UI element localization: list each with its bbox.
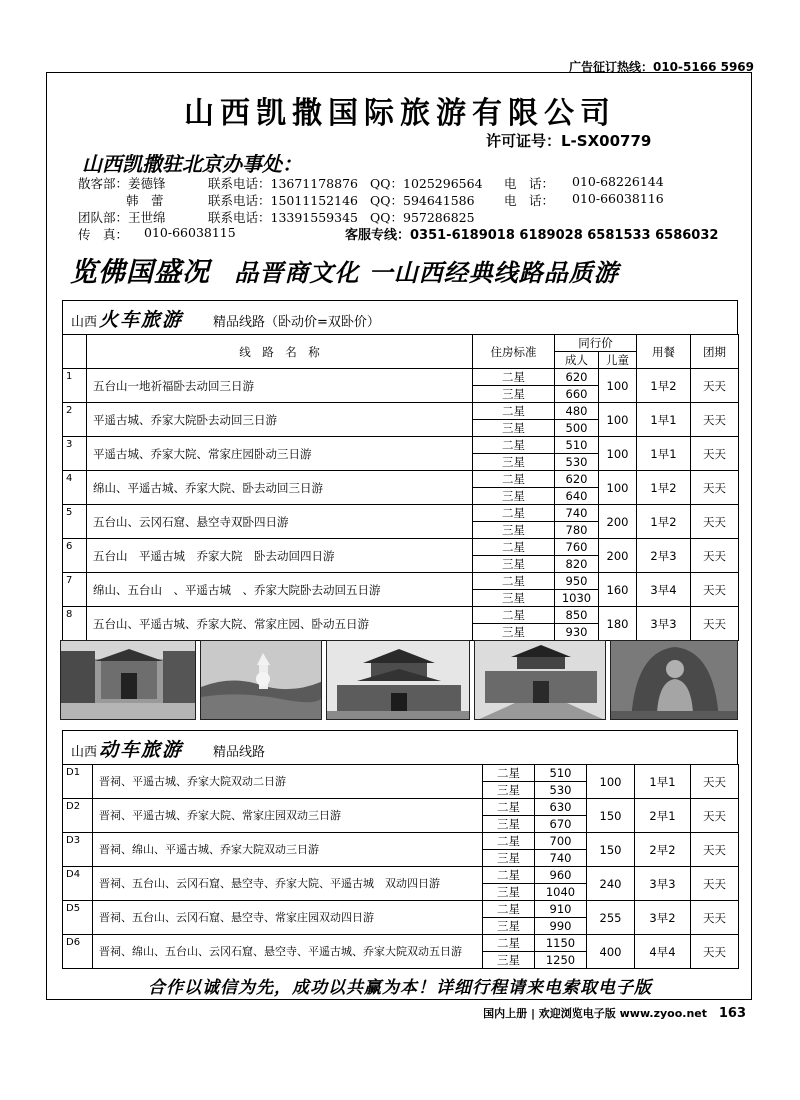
hotel-standard: 三星 <box>483 952 535 969</box>
schedule: 天天 <box>691 799 739 833</box>
schedule: 天天 <box>691 505 739 539</box>
emu-section-prefix: 山西 <box>71 745 98 760</box>
header-meals: 用餐 <box>637 335 691 369</box>
schedule: 天天 <box>691 437 739 471</box>
hotel-standard: 二星 <box>473 471 555 488</box>
route-name: 晋祠、绵山、五台山、云冈石窟、悬空寺、平遥古城、乔家大院双动五日游 <box>93 935 483 969</box>
child-price: 150 <box>587 799 635 833</box>
route-name: 晋祠、平遥古城、乔家大院、常家庄园双动三日游 <box>93 799 483 833</box>
hotel-standard: 二星 <box>483 935 535 952</box>
closing-slogan: 合作以诚信为先，成功以共赢为本！详细行程请来电索取电子版 <box>148 978 652 998</box>
child-price: 100 <box>599 369 637 403</box>
emu-section-title: 动车旅游 <box>99 739 184 761</box>
schedule: 天天 <box>691 867 739 901</box>
meals: 2早2 <box>635 833 691 867</box>
meals: 2早3 <box>637 539 691 573</box>
adult-price: 1040 <box>535 884 587 901</box>
child-price: 200 <box>599 539 637 573</box>
page-footer <box>483 1005 746 1021</box>
adult-price: 950 <box>555 573 599 590</box>
hotel-standard: 三星 <box>473 386 555 403</box>
hotel-standard: 三星 <box>483 816 535 833</box>
adult-price: 500 <box>555 420 599 437</box>
adult-price: 820 <box>555 556 599 573</box>
contact-dept-name: 韩 蕾 <box>126 193 164 208</box>
route-row <box>63 403 739 420</box>
route-number: D5 <box>63 901 93 935</box>
route-row <box>63 539 739 556</box>
route-row <box>63 765 739 782</box>
hotel-standard: 三星 <box>473 454 555 471</box>
meals: 1早1 <box>635 765 691 799</box>
child-price: 100 <box>587 765 635 799</box>
adult-price: 630 <box>535 799 587 816</box>
header-adult: 成人 <box>555 352 599 369</box>
route-number: D3 <box>63 833 93 867</box>
adult-price: 760 <box>555 539 599 556</box>
child-price: 100 <box>599 471 637 505</box>
route-number: D6 <box>63 935 93 969</box>
meals: 4早4 <box>635 935 691 969</box>
hotel-standard: 二星 <box>483 867 535 884</box>
photo-strip <box>60 640 738 722</box>
adult-price: 640 <box>555 488 599 505</box>
adult-price: 510 <box>535 765 587 782</box>
hotel-standard: 三星 <box>483 782 535 799</box>
route-row <box>63 369 739 386</box>
header-route: 线 路 名 称 <box>87 335 473 369</box>
adult-price: 850 <box>555 607 599 624</box>
adult-price: 1030 <box>555 590 599 607</box>
hotel-standard: 二星 <box>473 573 555 590</box>
adult-price: 480 <box>555 403 599 420</box>
schedule: 天天 <box>691 935 739 969</box>
route-row <box>63 471 739 488</box>
buddha-grotto-photo <box>610 640 738 720</box>
route-row <box>63 833 739 850</box>
ancient-city-wall-photo <box>474 640 606 720</box>
contact-phone: 联系电话：13671178876 <box>208 176 358 191</box>
contact-dept-name: 散客部：姜德锋 <box>78 176 166 191</box>
beijing-office-title: 山西凯撒驻北京办事处： <box>82 152 302 176</box>
train-section-subtitle: 精品线路（卧动价=双卧价） <box>213 315 380 330</box>
adult-price: 930 <box>555 624 599 641</box>
slogan-part-1: 览佛国盛况 <box>70 257 210 288</box>
route-row <box>63 935 739 952</box>
meals: 1早1 <box>637 437 691 471</box>
meals: 3早4 <box>637 573 691 607</box>
hotel-standard: 三星 <box>483 884 535 901</box>
company-name: 山西凯撒国际旅游有限公司 <box>184 96 616 131</box>
contact-phone: 联系电话：15011152146 <box>208 193 358 208</box>
contact-tel-label: 电 话： <box>504 193 555 208</box>
adult-price: 1250 <box>535 952 587 969</box>
child-price: 180 <box>599 607 637 641</box>
route-name: 晋祠、五台山、云冈石窟、悬空寺、乔家大院、平遥古城 双动四日游 <box>93 867 483 901</box>
adult-price: 670 <box>535 816 587 833</box>
fax-label: 传 真： <box>78 227 129 242</box>
adult-price: 910 <box>535 901 587 918</box>
adult-price: 510 <box>555 437 599 454</box>
route-name: 晋祠、绵山、平遥古城、乔家大院双动三日游 <box>93 833 483 867</box>
hotel-standard: 三星 <box>473 488 555 505</box>
route-name: 平遥古城、乔家大院卧去动回三日游 <box>87 403 473 437</box>
contact-qq: QQ：1025296564 <box>370 176 483 191</box>
adult-price: 660 <box>555 386 599 403</box>
hotel-standard: 二星 <box>483 833 535 850</box>
contact-qq: QQ：594641586 <box>370 193 475 208</box>
hotel-standard: 二星 <box>483 901 535 918</box>
hotel-standard: 二星 <box>473 437 555 454</box>
hotel-standard: 三星 <box>473 420 555 437</box>
slogan <box>70 250 619 289</box>
service-hotline: 客服专线：0351-6189018 6189028 6581533 6586032 <box>345 228 719 243</box>
ad-hotline: 广告征订热线：010-5166 5969 <box>568 60 754 74</box>
hotel-standard: 三星 <box>473 556 555 573</box>
adult-price: 740 <box>555 505 599 522</box>
adult-price: 990 <box>535 918 587 935</box>
route-number: 8 <box>63 607 87 641</box>
hotel-standard: 三星 <box>473 624 555 641</box>
header-peer-price: 同行价 <box>555 335 637 352</box>
header-schedule: 团期 <box>691 335 739 369</box>
meals: 1早1 <box>637 403 691 437</box>
adult-price: 530 <box>535 782 587 799</box>
route-row <box>63 867 739 884</box>
route-number: D4 <box>63 867 93 901</box>
train-section-title: 火车旅游 <box>99 309 184 331</box>
adult-price: 1150 <box>535 935 587 952</box>
contact-phone: 联系电话：13391559345 <box>208 210 358 225</box>
hotel-standard: 二星 <box>473 539 555 556</box>
meals: 1早2 <box>637 471 691 505</box>
header-hotel: 住房标准 <box>473 335 555 369</box>
route-row <box>63 573 739 590</box>
route-number: 6 <box>63 539 87 573</box>
route-row <box>63 505 739 522</box>
schedule: 天天 <box>691 403 739 437</box>
fax-number: 010-66038115 <box>144 225 236 240</box>
route-name: 晋祠、五台山、云冈石窟、悬空寺、常家庄园双动四日游 <box>93 901 483 935</box>
emu-routes-table <box>62 764 739 969</box>
meals: 3早3 <box>635 867 691 901</box>
schedule: 天天 <box>691 607 739 641</box>
train-section-header <box>62 300 738 334</box>
schedule: 天天 <box>691 471 739 505</box>
adult-price: 960 <box>535 867 587 884</box>
child-price: 160 <box>599 573 637 607</box>
route-number: D1 <box>63 765 93 799</box>
route-name: 五台山 平遥古城 乔家大院 卧去动回四日游 <box>87 539 473 573</box>
header-blank <box>63 335 87 369</box>
meals: 3早2 <box>635 901 691 935</box>
route-number: 7 <box>63 573 87 607</box>
child-price: 100 <box>599 437 637 471</box>
schedule: 天天 <box>691 833 739 867</box>
schedule: 天天 <box>691 901 739 935</box>
schedule: 天天 <box>691 369 739 403</box>
courtyard-house-photo <box>60 640 196 720</box>
child-price: 255 <box>587 901 635 935</box>
hotel-standard: 三星 <box>483 850 535 867</box>
route-number: 5 <box>63 505 87 539</box>
white-pagoda-photo <box>200 640 322 720</box>
meals: 1早2 <box>637 369 691 403</box>
adult-price: 740 <box>535 850 587 867</box>
hotel-standard: 三星 <box>483 918 535 935</box>
route-number: 3 <box>63 437 87 471</box>
contact-tel-label: 电 话： <box>504 176 555 191</box>
route-name: 绵山、平遥古城、乔家大院、卧去动回三日游 <box>87 471 473 505</box>
route-number: 1 <box>63 369 87 403</box>
child-price: 400 <box>587 935 635 969</box>
route-name: 五台山、平遥古城、乔家大院、常家庄园、卧动五日游 <box>87 607 473 641</box>
adult-price: 700 <box>535 833 587 850</box>
hotel-standard: 二星 <box>483 799 535 816</box>
route-name: 平遥古城、乔家大院、常家庄园卧动三日游 <box>87 437 473 471</box>
city-gate-tower-photo <box>326 640 470 720</box>
schedule: 天天 <box>691 539 739 573</box>
hotel-standard: 二星 <box>473 369 555 386</box>
child-price: 240 <box>587 867 635 901</box>
route-name: 绵山、五台山 、平遥古城 、乔家大院卧去动回五日游 <box>87 573 473 607</box>
route-row <box>63 607 739 624</box>
adult-price: 530 <box>555 454 599 471</box>
train-routes-table <box>62 334 739 641</box>
route-name: 五台山一地祈福卧去动回三日游 <box>87 369 473 403</box>
route-row <box>63 437 739 454</box>
adult-price: 780 <box>555 522 599 539</box>
route-number: 2 <box>63 403 87 437</box>
adult-price: 620 <box>555 369 599 386</box>
emu-section-subtitle: 精品线路 <box>213 745 266 760</box>
train-section-prefix: 山西 <box>71 315 98 330</box>
route-name: 晋祠、平遥古城、乔家大院双动二日游 <box>93 765 483 799</box>
footer-text: 国内上册 | 欢迎浏览电子版 www.zyoo.net <box>483 1007 708 1020</box>
hotel-standard: 二星 <box>473 403 555 420</box>
child-price: 200 <box>599 505 637 539</box>
adult-price: 620 <box>555 471 599 488</box>
hotel-standard: 三星 <box>473 590 555 607</box>
route-row <box>63 901 739 918</box>
route-row <box>63 799 739 816</box>
header-child: 儿童 <box>599 352 637 369</box>
contact-tel: 010-66038116 <box>572 191 664 206</box>
route-number: 4 <box>63 471 87 505</box>
hotel-standard: 二星 <box>473 607 555 624</box>
contact-qq: QQ：957286825 <box>370 210 475 225</box>
meals: 2早1 <box>635 799 691 833</box>
hotel-standard: 三星 <box>473 522 555 539</box>
child-price: 100 <box>599 403 637 437</box>
hotel-standard: 二星 <box>483 765 535 782</box>
slogan-part-2: 品晋商文化 一山西经典线路品质游 <box>234 259 619 287</box>
license-number: 许可证号：L-SX00779 <box>486 132 652 150</box>
meals: 1早2 <box>637 505 691 539</box>
contact-dept-name: 团队部：王世绵 <box>78 210 166 225</box>
schedule: 天天 <box>691 573 739 607</box>
page-number: 163 <box>718 1006 746 1021</box>
emu-section-header <box>62 730 738 764</box>
route-number: D2 <box>63 799 93 833</box>
meals: 3早3 <box>637 607 691 641</box>
hotel-standard: 二星 <box>473 505 555 522</box>
contact-tel: 010-68226144 <box>572 174 664 189</box>
child-price: 150 <box>587 833 635 867</box>
route-name: 五台山、云冈石窟、悬空寺双卧四日游 <box>87 505 473 539</box>
schedule: 天天 <box>691 765 739 799</box>
